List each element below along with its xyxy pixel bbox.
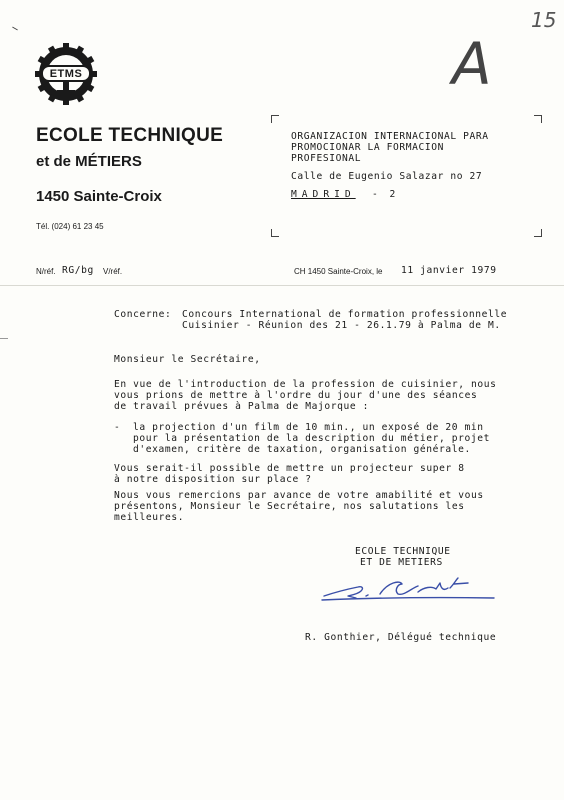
bullet-line2: pour la présentation de la description du métier, projet <box>133 433 491 444</box>
recipient-line3: PROFESIONAL <box>291 153 362 164</box>
recipient-zone: - 2 <box>372 189 399 200</box>
address-corner-tr <box>534 115 542 123</box>
your-ref-label: V/réf. <box>103 267 123 276</box>
paragraph-1-line1: En vue de l'introduction de la profession de cuisinier, nous <box>114 379 497 390</box>
paragraph-1-line3: de travail prévues à Palma de Majorque : <box>114 401 370 412</box>
handwritten-page-number: 15 <box>531 8 557 32</box>
recipient-city: MADRID <box>291 189 356 200</box>
place-label: CH 1450 Sainte-Croix, le <box>294 267 383 276</box>
bullet-dash: - <box>114 422 121 433</box>
subject-label: Concerne: <box>114 309 172 320</box>
address-corner-bl <box>271 229 279 237</box>
school-name-line1: ECOLE TECHNIQUE <box>36 125 224 146</box>
bullet-line1: la projection d'un film de 10 min., un exposé de 20 min <box>133 422 484 433</box>
school-city: 1450 Sainte-Croix <box>36 188 162 205</box>
handwritten-mark: A <box>452 30 492 98</box>
paragraph-3-line2: présentons, Monsieur le Secrétaire, nos salutations les <box>114 501 465 512</box>
address-corner-tl <box>271 115 279 123</box>
school-phone: Tél. (024) 61 23 45 <box>36 222 104 231</box>
paragraph-2-line2: à notre disposition sur place ? <box>114 474 312 485</box>
corner-tick <box>12 27 18 31</box>
school-logo <box>28 42 108 110</box>
recipient-street: Calle de Eugenio Salazar no 27 <box>291 171 483 182</box>
subject-line2: Cuisinier - Réunion des 21 - 26.1.79 à Palma de M. <box>182 320 501 331</box>
recipient-line1: ORGANIZACION INTERNACIONAL PARA <box>291 131 489 142</box>
logo-text: ETMS <box>49 68 83 80</box>
salutation: Monsieur le Secrétaire, <box>114 354 261 365</box>
recipient-line2: PROMOCIONAR LA FORMACION <box>291 142 445 153</box>
letter-date: 11 janvier 1979 <box>401 265 497 276</box>
margin-mark <box>0 338 8 339</box>
signature <box>318 574 498 604</box>
subject-line1: Concours International de formation professionnelle <box>182 309 508 320</box>
signatory: R. Gonthier, Délégué technique <box>305 632 497 643</box>
closing-org-line1: ECOLE TECHNIQUE <box>355 546 451 557</box>
fold-line <box>0 285 564 286</box>
bullet-line3: d'examen, critère de taxation, organisation générale. <box>133 444 471 455</box>
paragraph-1-line2: vous prions de mettre à l'ordre du jour d'une des séances <box>114 390 478 401</box>
school-name-line2: et de MÉTIERS <box>36 153 142 170</box>
paragraph-2-line1: Vous serait-il possible de mettre un projecteur super 8 <box>114 463 465 474</box>
our-ref-value: RG/bg <box>62 265 94 276</box>
paragraph-3-line3: meilleures. <box>114 512 185 523</box>
address-corner-br <box>534 229 542 237</box>
paragraph-3-line1: Nous vous remercions par avance de votre amabilité et vous <box>114 490 484 501</box>
closing-org-line2: ET DE METIERS <box>360 557 443 568</box>
our-ref-label: N/réf. <box>36 267 56 276</box>
